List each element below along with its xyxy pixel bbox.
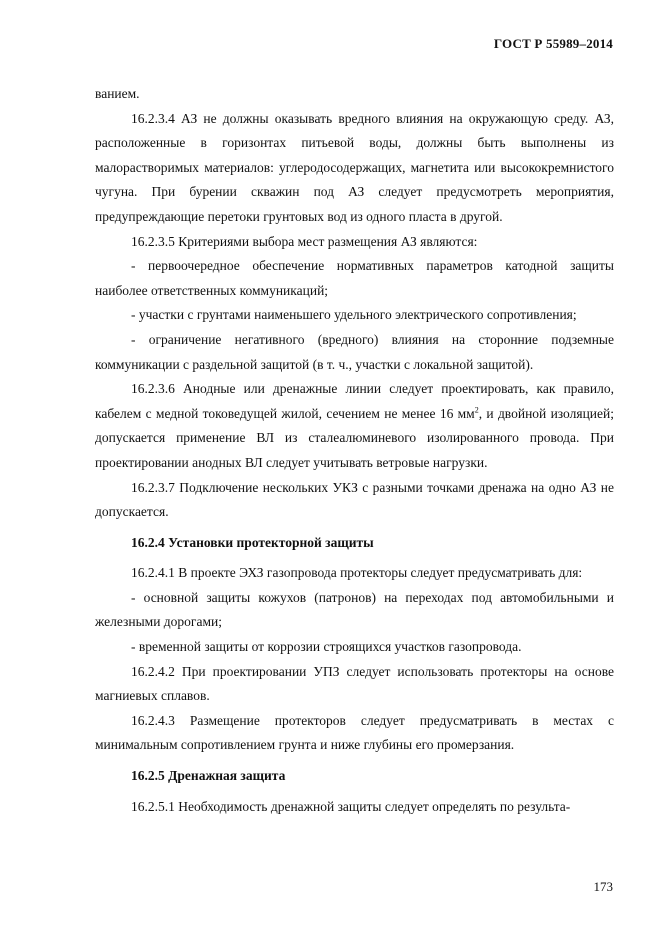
superscript-2: 2 xyxy=(474,405,479,415)
document-header: ГОСТ Р 55989–2014 xyxy=(493,36,613,51)
section-heading-16-2-4: 16.2.4 Установки протекторной защиты xyxy=(131,534,374,550)
paragraph-16-2-3-5: 16.2.3.5 Критериями выбора мест размещения АЗ являются: xyxy=(131,233,478,249)
page-number: 173 xyxy=(593,879,613,894)
paragraph-16-2-3-7: 16.2.3.7 Подключение нескольких УКЗ с разными точками дренажа на одно АЗ не допускается. xyxy=(95,479,614,520)
paragraph-16-2-4-1: 16.2.4.1 В проекте ЭХЗ газопровода протекторы следует предусматривать для: xyxy=(131,565,583,581)
page-body xyxy=(95,82,614,819)
paragraph-16-2-3-6-part1: 16.2.3.6 Анодные или дренажные линии следует проектировать, как правило, кабелем с медной токоведущей жилой, сечением не менее 16 мм xyxy=(95,381,614,421)
section-heading-16-2-5: 16.2.5 Дренажная защита xyxy=(131,768,286,784)
paragraph-continuation: ванием. xyxy=(95,86,140,101)
list-item-protectors-2: - временной защиты от коррозии строящихся участков газопровода. xyxy=(131,639,522,655)
list-item-criteria-2: - участки с грунтами наименьшего удельного электрического сопротивления; xyxy=(131,307,577,323)
list-item-criteria-3: - ограничение негативного (вредного) влияния на сторонние подземные коммуникации с раздельной защитой (в т. ч., участки с локальной защитой). xyxy=(95,331,614,372)
paragraph-16-2-5-1: 16.2.5.1 Необходимость дренажной защиты следует определять по результа- xyxy=(131,798,571,814)
paragraph-16-2-3-4: 16.2.3.4 АЗ не должны оказывать вредного влияния на окружающую среду. АЗ, расположенные в горизонтах питьевой воды, должны быть выполнены из малорастворимых материалов: углеродосодержащих, магнетита или высококремнистого чугуна. При бурении скважин под АЗ следует предусмотреть мероприятия, предупреждающие перетоки грунтовых вод из одного пласта в другой. xyxy=(95,110,614,224)
list-item-criteria-1: - первоочередное обеспечение нормативных параметров катодной защиты наиболее ответственных коммуникаций; xyxy=(95,258,614,298)
paragraph-16-2-4-2: 16.2.4.2 При проектировании УПЗ следует использовать протекторы на основе магниевых сплавов. xyxy=(95,663,614,704)
list-item-protectors-1: - основной защиты кожухов (патронов) на переходах под автомобильными и железными дорогами; xyxy=(95,589,614,630)
paragraph-16-2-4-3: 16.2.4.3 Размещение протекторов следует предусматривать в местах с минимальным сопротивлением грунта и ниже глубины его промерзания. xyxy=(95,712,614,753)
paragraph-16-2-3-6-part2: , и двойной изоляцией; допускается применение ВЛ из сталеалюминевого изолированного провода. При проектировании анодных ВЛ следует учитывать ветровые нагрузки. xyxy=(95,405,614,470)
paragraph-16-2-3-6 xyxy=(95,377,614,475)
